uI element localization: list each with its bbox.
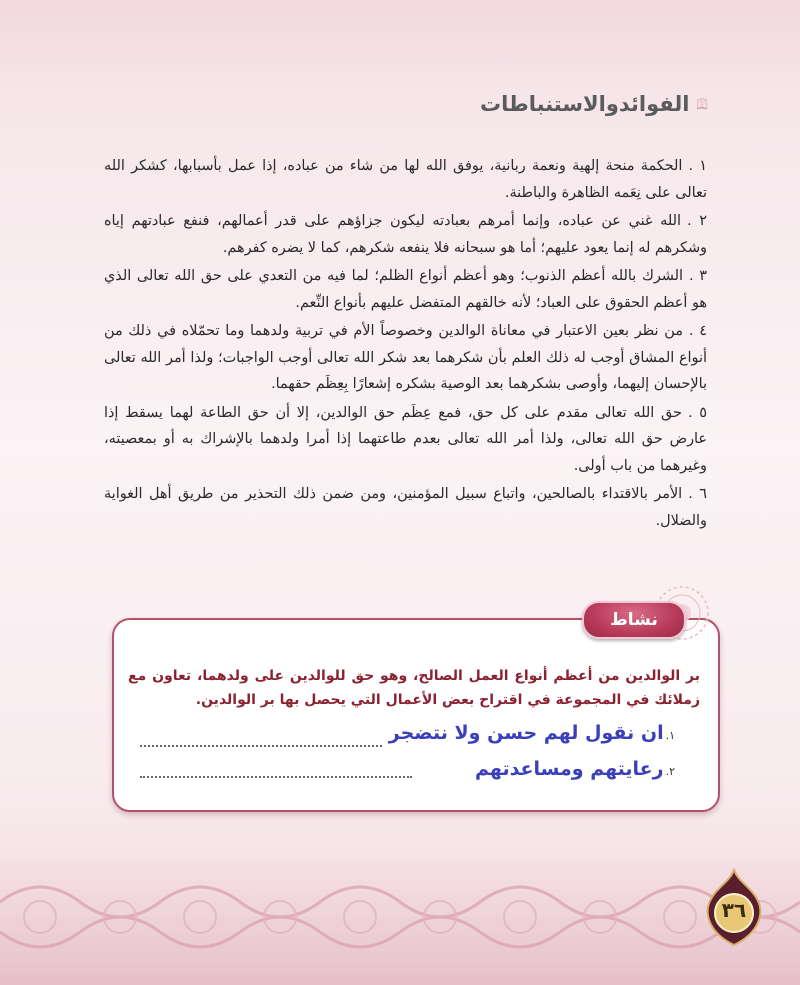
activity-instructions: بر الوالدين من أعظم أنواع العمل الصالح، وهو حق للوالدين على ولدهما، تعاون مع زملائك في المجموعة في اقتراح بعض الأعمال التي يحصل بها بر الوالدين. <box>128 668 700 708</box>
section-title: الفوائدوالاستنباطات <box>480 92 690 116</box>
footer-ornament <box>0 862 800 985</box>
benefit-item: ٦ .الأمر بالاقتداء بالصالحين، واتباع سبيل المؤمنين، ومن ضمن ذلك التحذير من طريق أهل الغواية والضلال. <box>104 486 707 529</box>
book-icon <box>696 82 709 126</box>
answer-text: ان نقول لهم حسن ولا نتضجر <box>388 722 664 744</box>
benefit-item: ٥ .حق الله تعالى مقدم على كل حق، فمع عِظَم حق الوالدين، إلا أن حق الطاعة لهما يسقط إذا عارض حق الله تعالى، ولذا أمر الله تعالى بعدم طاعتهما إذا أمرا ولدهما بالإشراك به أو بمعصيته، وغيرهما من باب أولى. <box>104 404 708 474</box>
section-header <box>480 80 708 128</box>
page-number: ٣٦ <box>721 898 747 922</box>
answer-line-1[interactable] <box>389 722 675 744</box>
answer-number: ١. <box>665 729 675 742</box>
activity-badge: نشاط <box>582 601 686 639</box>
activity-badge-wrap <box>560 583 710 663</box>
answer-text: رعايتهم ومساعدتهم <box>475 758 664 780</box>
answer-line-2[interactable] <box>475 758 675 780</box>
benefit-item: ٣ .الشرك بالله أعظم الذنوب؛ وهو أعظم أنواع الظلم؛ لما فيه من التعدي على حق الله تعالى الذي هو أعظم الحقوق على العباد؛ لأنه خالقهم المتفضل عليهم بأنواع النِّعم. <box>104 268 707 311</box>
answer-number: ٢. <box>665 765 675 778</box>
answer-dotted-line <box>140 776 412 778</box>
benefits-list <box>104 153 707 536</box>
benefit-item: ١ .الحكمة منحة إلهية ونعمة ربانية، يوفق الله لها من شاء من عباده، إذا عمل بأسبابها، كشكر الله تعالى على نِعَمه الظاهرة والباطنة. <box>104 158 708 201</box>
answer-dotted-line <box>140 745 382 747</box>
benefit-item: ٤ .من نظر بعين الاعتبار في معاناة الوالدين وخصوصاً الأم في تربية ولدهما وما تحمّلاه في ذلك من أنواع المشاق أوجب له ذلك العلم بأن شكرهما بعد شكر الله تعالى أوجب الواجبات؛ ولذا أمر الله تعالى بالإحسان إليهما، وأوصى بشكرهما بعد الوصية بشكره إشعارًا بِعِظَم حقهما. <box>104 323 707 392</box>
benefit-item: ٢ .الله غني عن عباده، وإنما أمرهم بعبادته ليكون جزاؤهم على قدر أعمالهم، فنفع عبادتهم إياه وشكرهم له إنما يعود عليهم؛ أما هو سبحانه فلا ينفعه شكرهم، كما لا يضره كفرهم. <box>104 213 707 256</box>
